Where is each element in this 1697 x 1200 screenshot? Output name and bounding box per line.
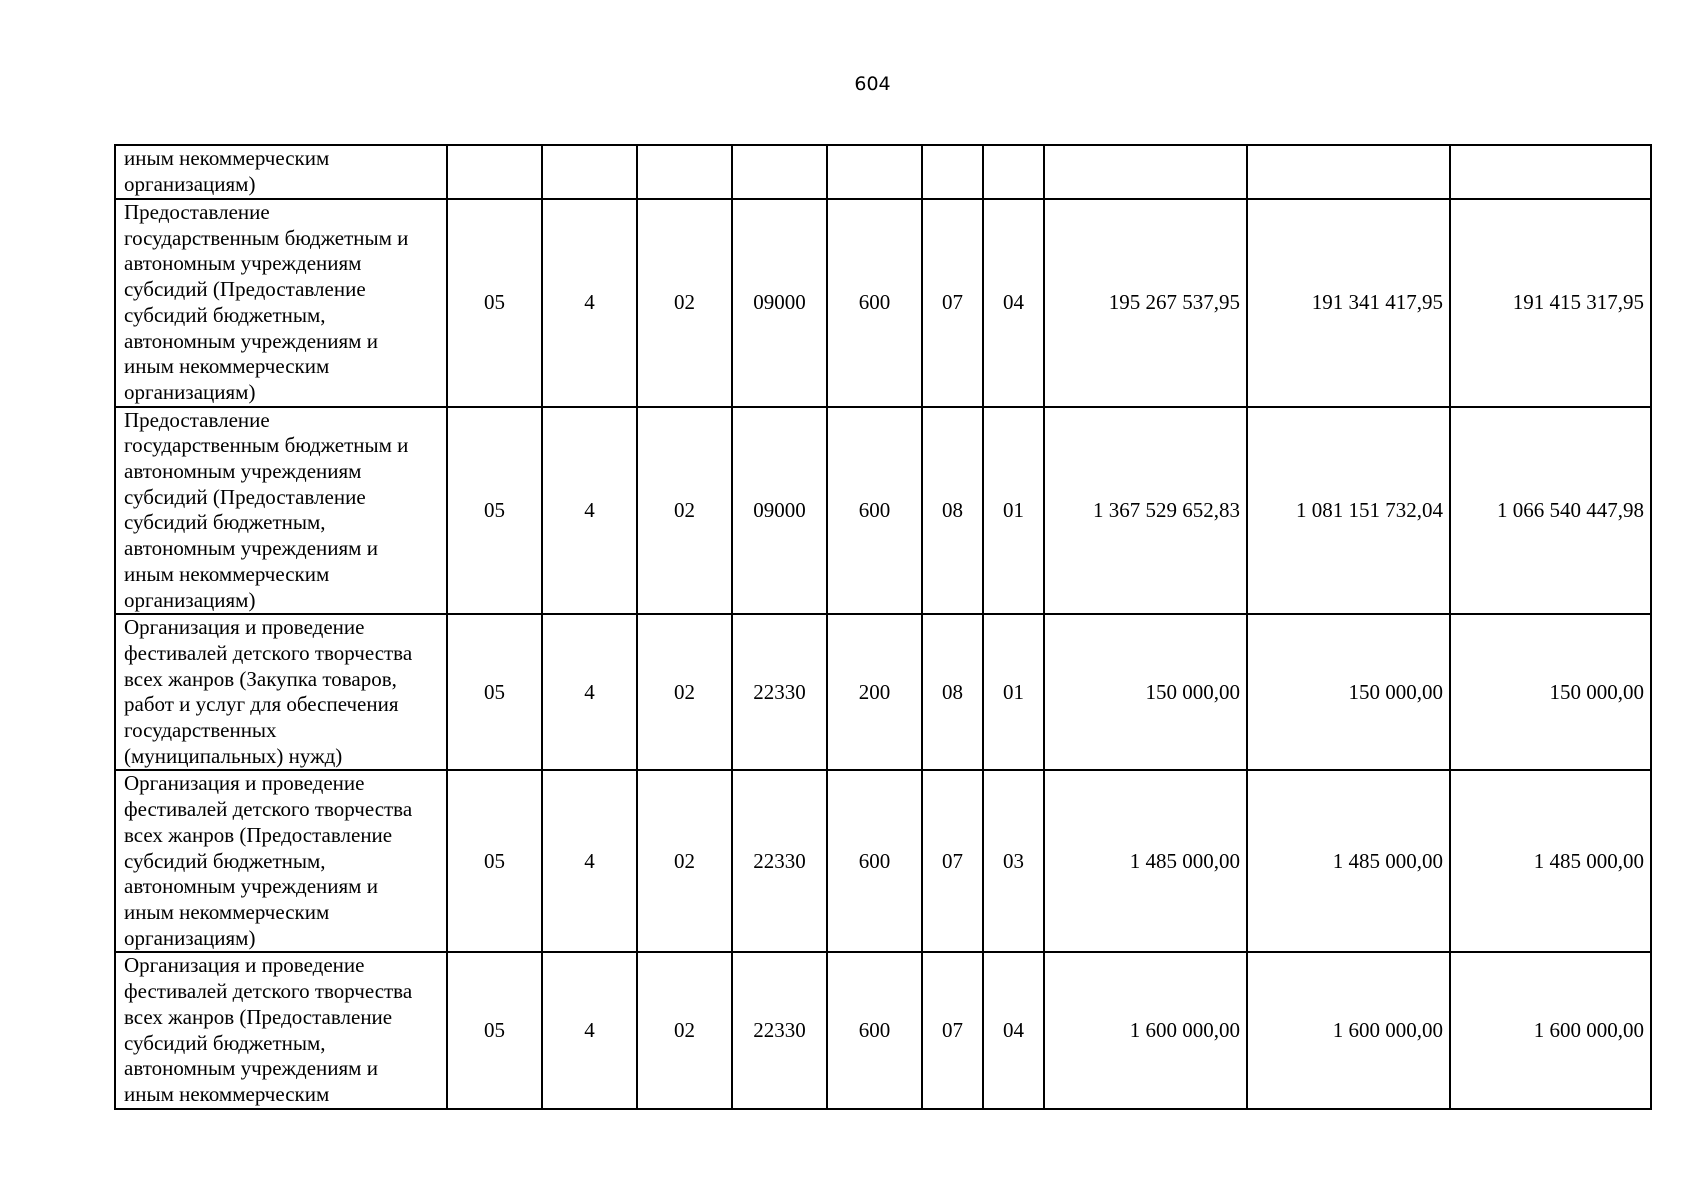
subsection-code: 04 [983, 199, 1044, 407]
subprogram-code: 4 [542, 407, 637, 615]
main-event-code: 02 [637, 952, 732, 1109]
description-line: фестивалей детского творчества [124, 979, 413, 1004]
subprogram-code: 4 [542, 770, 637, 952]
table-row [115, 952, 1651, 1109]
amount-year-1: 1 367 529 652,83 [1044, 407, 1247, 615]
direction-code: 22330 [732, 614, 827, 770]
description-line: работ и услуг для обеспечения [124, 692, 399, 717]
description-line: автономным учреждениям и [124, 874, 378, 899]
description-line: организациям) [124, 587, 256, 612]
amount-year-3: 1 600 000,00 [1450, 952, 1651, 1109]
expense-type-code: 600 [827, 952, 922, 1109]
row-description [115, 770, 447, 952]
amount-year-1: 195 267 537,95 [1044, 199, 1247, 407]
row-description [115, 145, 447, 199]
program-code: 05 [447, 770, 542, 952]
description-line: Организация и проведение [124, 953, 365, 978]
description-line: Предоставление [124, 407, 270, 432]
section-code: 07 [922, 770, 983, 952]
row-description [115, 614, 447, 770]
program-code: 05 [447, 199, 542, 407]
description-line: иным некоммерческим [124, 899, 330, 924]
description-line: автономным учреждениям и [124, 536, 378, 561]
description-line: субсидий бюджетным, [124, 510, 326, 535]
subsection-code: 01 [983, 614, 1044, 770]
section-code: 08 [922, 407, 983, 615]
table-body [115, 145, 1651, 1109]
table-row [115, 770, 1651, 952]
section-code [922, 145, 983, 199]
main-event-code: 02 [637, 407, 732, 615]
subsection-code: 03 [983, 770, 1044, 952]
description-line: фестивалей детского творчества [124, 797, 413, 822]
expense-type-code [827, 145, 922, 199]
section-code: 07 [922, 199, 983, 407]
direction-code [732, 145, 827, 199]
description-line: субсидий бюджетным, [124, 302, 326, 327]
description-line: иным некоммерческим [124, 561, 330, 586]
subsection-code [983, 145, 1044, 199]
amount-year-1 [1044, 145, 1247, 199]
description-line: всех жанров (Предоставление [124, 822, 393, 847]
amount-year-3: 191 415 317,95 [1450, 199, 1651, 407]
description-line: автономным учреждениям [124, 459, 362, 484]
subprogram-code: 4 [542, 199, 637, 407]
table-row [115, 199, 1651, 407]
subprogram-code: 4 [542, 952, 637, 1109]
subprogram-code [542, 145, 637, 199]
amount-year-3 [1450, 145, 1651, 199]
table-row [115, 407, 1651, 615]
table-row [115, 614, 1651, 770]
amount-year-3: 150 000,00 [1450, 614, 1651, 770]
direction-code: 22330 [732, 952, 827, 1109]
main-event-code: 02 [637, 199, 732, 407]
description-line: организациям) [124, 171, 256, 196]
description-line: автономным учреждениям и [124, 1056, 378, 1081]
program-code: 05 [447, 952, 542, 1109]
description-line: Предоставление [124, 200, 270, 224]
description-line: субсидий бюджетным, [124, 848, 326, 873]
section-code: 08 [922, 614, 983, 770]
row-description [115, 407, 447, 615]
amount-year-2 [1247, 145, 1450, 199]
direction-code: 09000 [732, 407, 827, 615]
row-description [115, 199, 447, 407]
description-line: государственным бюджетным и [124, 225, 409, 250]
amount-year-2: 1 485 000,00 [1247, 770, 1450, 952]
description-line: Организация и проведение [124, 771, 365, 796]
amount-year-2: 1 600 000,00 [1247, 952, 1450, 1109]
description-line: субсидий бюджетным, [124, 1030, 326, 1055]
amount-year-1: 1 600 000,00 [1044, 952, 1247, 1109]
main-event-code: 02 [637, 770, 732, 952]
expense-type-code: 600 [827, 770, 922, 952]
description-line: иным некоммерческим [124, 354, 330, 379]
main-event-code: 02 [637, 614, 732, 770]
description-line: фестивалей детского творчества [124, 640, 413, 665]
section-code: 07 [922, 952, 983, 1109]
description-line: организациям) [124, 925, 256, 950]
row-description [115, 952, 447, 1109]
amount-year-2: 150 000,00 [1247, 614, 1450, 770]
subsection-code: 04 [983, 952, 1044, 1109]
amount-year-2: 191 341 417,95 [1247, 199, 1450, 407]
direction-code: 22330 [732, 770, 827, 952]
description-line: (муниципальных) нужд) [124, 743, 343, 768]
description-line: организациям) [124, 379, 256, 404]
amount-year-1: 150 000,00 [1044, 614, 1247, 770]
expense-type-code: 600 [827, 199, 922, 407]
expense-type-code: 200 [827, 614, 922, 770]
expense-type-code: 600 [827, 407, 922, 615]
subprogram-code: 4 [542, 614, 637, 770]
page-number: 604 [854, 73, 891, 95]
description-line: иным некоммерческим [124, 146, 330, 170]
description-line: всех жанров (Предоставление [124, 1004, 393, 1029]
program-code [447, 145, 542, 199]
description-line: Организация и проведение [124, 615, 365, 640]
amount-year-3: 1 066 540 447,98 [1450, 407, 1651, 615]
description-line: автономным учреждениям и [124, 328, 378, 353]
description-line: субсидий (Предоставление [124, 277, 366, 302]
program-code: 05 [447, 407, 542, 615]
description-line: автономным учреждениям [124, 251, 362, 276]
main-event-code [637, 145, 732, 199]
description-line: всех жанров (Закупка товаров, [124, 666, 397, 691]
budget-table [114, 144, 1652, 1110]
amount-year-2: 1 081 151 732,04 [1247, 407, 1450, 615]
program-code: 05 [447, 614, 542, 770]
description-line: субсидий (Предоставление [124, 484, 366, 509]
amount-year-3: 1 485 000,00 [1450, 770, 1651, 952]
subsection-code: 01 [983, 407, 1044, 615]
description-line: государственным бюджетным и [124, 433, 409, 458]
description-line: государственных [124, 718, 277, 743]
description-line: иным некоммерческим [124, 1081, 330, 1106]
amount-year-1: 1 485 000,00 [1044, 770, 1247, 952]
direction-code: 09000 [732, 199, 827, 407]
table-row [115, 145, 1651, 199]
